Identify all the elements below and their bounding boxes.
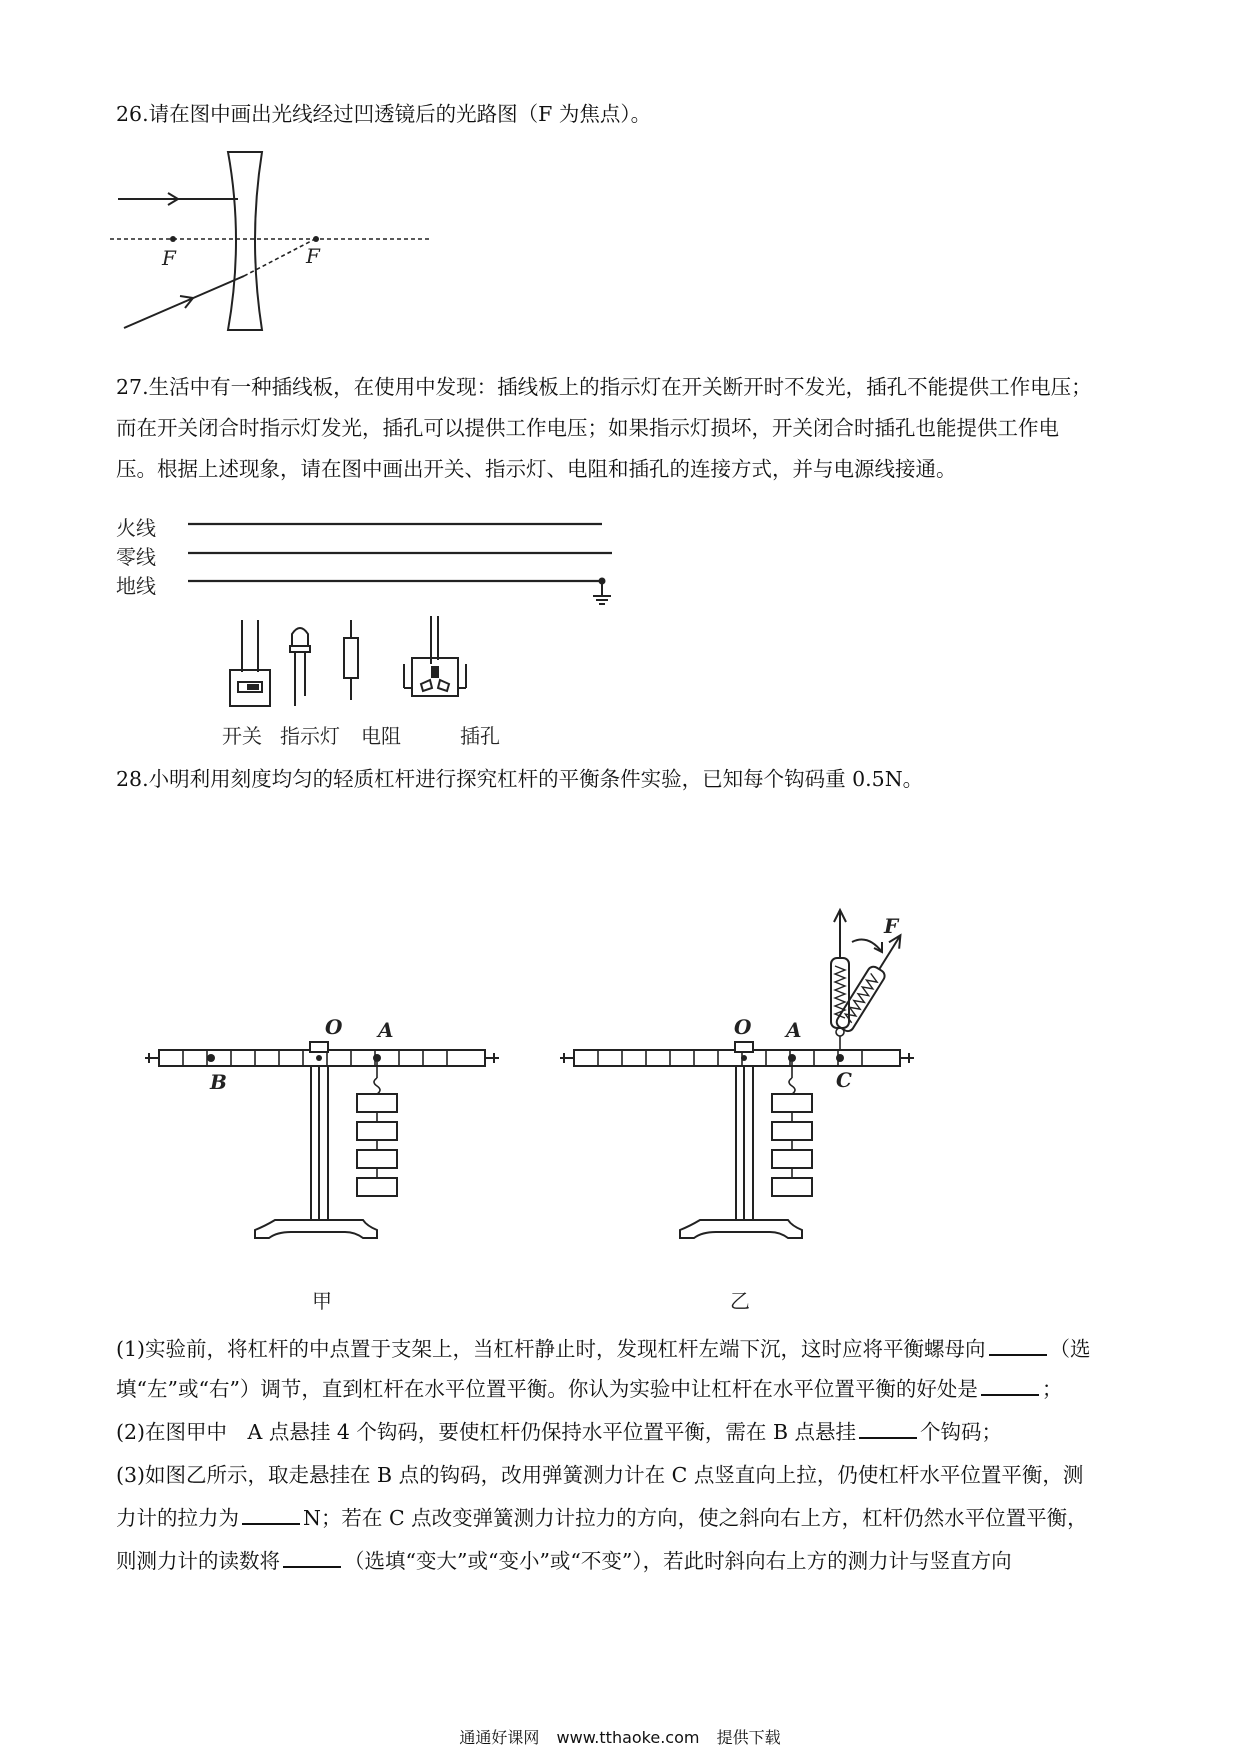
answer-blank-2[interactable] [981,1376,1039,1396]
q28-p2: (2)在图甲中 A 点悬挂 4 个钩码，要使杠杆仍保持水平位置平衡，需在 B 点悬挂 个钩码； [116,1420,1003,1444]
q28-p3-line-3: 则测力计的读数将 （选填“变大”或“变小”或“不变”），若此时斜向右上方的测力计与竖直方向 [116,1549,1012,1573]
wire-label-ground: 地线 [116,574,156,598]
q28-p3-line-1: (3)如图乙所示，取走悬挂在 B 点的钩码，改用弹簧测力计在 C 点竖直向上拉，仍使杠杆水平位置平衡，测 [116,1463,1084,1487]
q27-line-1: 27.生活中有一种插线板，在使用中发现：插线板上的指示灯在开关断开时不发光，插孔不能提供工作电压； [116,375,1092,399]
label-O-jia: O [325,1015,343,1039]
caption-yi: 乙 [730,1289,750,1313]
answer-blank-3[interactable] [859,1419,917,1439]
footer-site: 通通好课网 [459,1728,540,1747]
label-A-jia: A [378,1018,394,1042]
wire-label-neutral: 零线 [116,545,156,569]
label-F-yi: F [884,914,899,938]
answer-blank-5[interactable] [283,1548,341,1568]
label-socket: 插孔 [460,724,500,748]
q26-text: 26.请在图中画出光线经过凹透镜后的光路图（F 为焦点）。 [116,102,652,126]
q27-line-3: 压。根据上述现象，请在图中画出开关、指示灯、电阻和插孔的连接方式，并与电源线接通。 [116,457,957,481]
lever-figure-jia [145,1020,505,1265]
indicator-lamp-icon [290,628,310,706]
q28-p1-line-2: 填“左”或“右”）调节，直到杠杆在水平位置平衡。你认为实验中让杠杆在水平位置平衡的好处是 ； [116,1377,1063,1401]
label-resistor: 电阻 [361,724,401,748]
focus-label-right: F [306,244,320,268]
label-C-yi: C [836,1068,852,1092]
wire-label-live: 火线 [116,516,156,540]
footer-url[interactable]: www.tthaoke.com [556,1728,700,1747]
resistor-icon [344,620,358,700]
label-switch: 开关 [222,724,262,748]
label-B-jia: B [210,1070,227,1094]
circuit-diagram [180,510,630,725]
lever-figure-yi [560,900,920,1265]
focus-label-left: F [162,246,176,270]
q27-line-2: 而在开关闭合时指示灯发光，插孔可以提供工作电压；如果指示灯损坏，开关闭合时插孔也能提供工作电 [116,416,1059,440]
label-O-yi: O [734,1015,752,1039]
answer-blank-4[interactable] [242,1505,300,1525]
q28-p3-line-2: 力计的拉力为 N；若在 C 点改变弹簧测力计拉力的方向，使之斜向右上方，杠杆仍然水平位置平衡， [116,1506,1088,1530]
label-A-yi: A [786,1018,802,1042]
label-indicator-lamp: 指示灯 [280,724,340,748]
socket-icon [404,616,466,696]
footer-note: 提供下载 [716,1728,781,1747]
page-footer [0,1725,1240,1748]
answer-blank-1[interactable] [989,1336,1047,1356]
switch-icon [230,620,270,706]
q28-intro: 28.小明利用刻度均匀的轻质杠杆进行探究杠杆的平衡条件实验，已知每个钩码重 0.5N。 [116,767,924,791]
concave-lens-diagram [110,150,440,350]
caption-jia: 甲 [312,1289,332,1313]
q28-p1-line-1: (1)实验前，将杠杆的中点置于支架上，当杠杆静止时，发现杠杆左端下沉，这时应将平衡螺母向 （选 [116,1337,1091,1361]
